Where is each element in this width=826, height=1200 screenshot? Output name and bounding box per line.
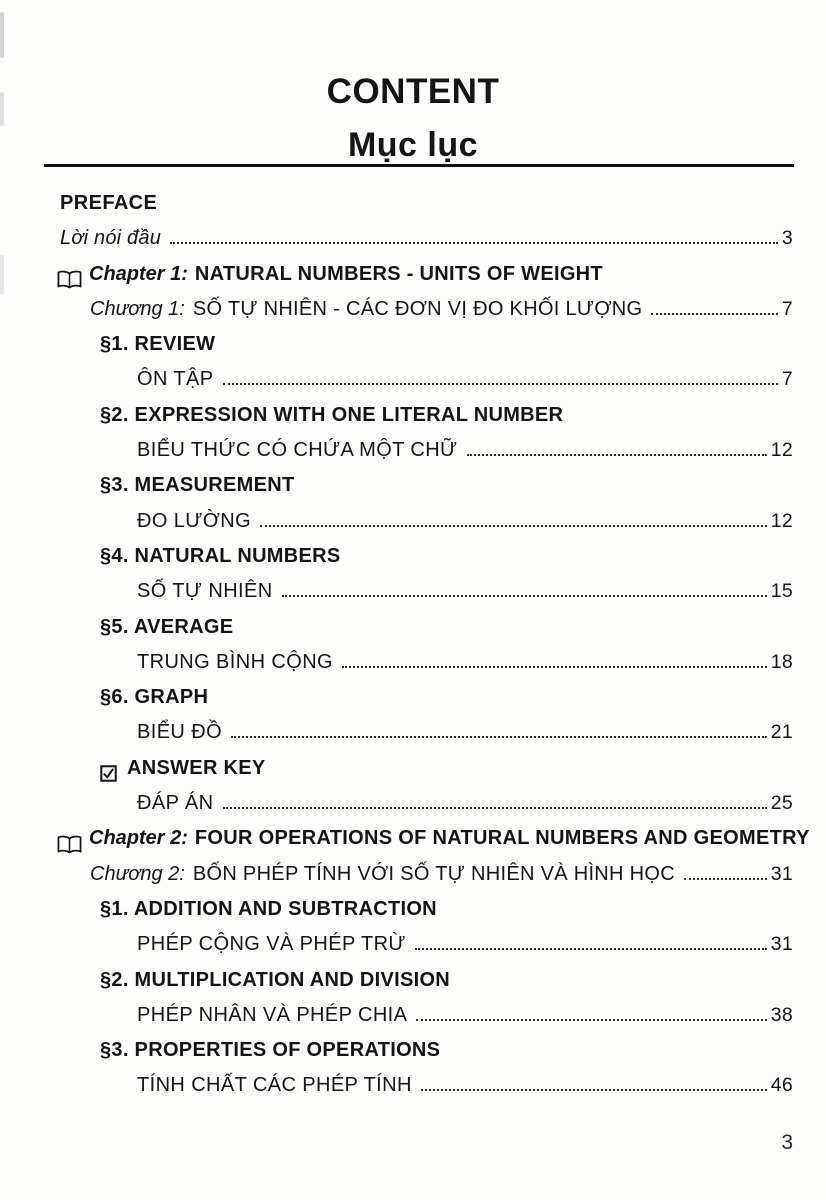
page-title-english: CONTENT [326,72,500,111]
chapter-label: Chapter 1: [89,262,188,285]
checked-checkbox-icon [100,765,117,782]
entry-label: ĐO LƯỜNG [137,509,252,532]
toc-chapter-2-heading [0,822,826,857]
toc-page-ref: 18 [770,650,793,673]
toc-entry [0,1069,826,1104]
section-label: §2. EXPRESSION WITH ONE LITERAL NUMBER [100,403,564,426]
toc-page-ref: 25 [770,792,793,815]
toc-section-heading [0,469,826,504]
toc-entry [0,928,826,963]
open-book-icon [57,270,82,289]
section-label: §4. NATURAL NUMBERS [100,544,341,567]
dot-leader [651,313,777,315]
entry-label: SỐ TỰ NHIÊN [137,580,273,603]
entry-label: ÔN TẬP [137,368,214,391]
dot-leader [231,736,767,738]
chapter-label: Chapter 2: [89,827,188,850]
chapter-title-vi: SỐ TỰ NHIÊN - CÁC ĐƠN VỊ ĐO KHỐI LƯỢNG [192,297,643,320]
section-label: §3. PROPERTIES OF OPERATIONS [100,1039,441,1062]
toc-entry [0,505,826,540]
toc-chapter-1-vi [0,293,826,328]
dot-leader [467,454,767,456]
page-number: 3 [781,1131,793,1154]
toc-page-ref: 12 [770,439,793,462]
section-label: §6. GRAPH [100,686,209,709]
toc-answer-key-heading [0,752,826,787]
entry-label: BIỂU ĐỒ [137,721,223,744]
entry-label: ĐÁP ÁN [137,792,214,815]
toc-section-heading [0,1034,826,1069]
toc-section-heading [0,964,826,999]
entry-label: TRUNG BÌNH CỘNG [137,650,333,673]
dot-leader [421,1089,767,1091]
answer-key-label: ANSWER KEY [127,756,266,779]
toc-page-ref: 3 [781,227,793,250]
title-divider [44,164,794,167]
chapter-label-vi: Chương 1: [90,297,185,320]
entry-label: PHÉP NHÂN VÀ PHÉP CHIA [137,1003,408,1026]
toc-page-ref: 31 [770,862,793,885]
toc-entry [0,716,826,751]
entry-label: Lời nói đầu [60,227,162,250]
dot-leader [223,383,778,385]
toc-entry [0,434,826,469]
toc-entry [0,575,826,610]
toc-page-ref: 7 [781,297,793,320]
dot-leader [170,242,778,244]
section-label: §1. ADDITION AND SUBTRACTION [100,897,437,920]
title-block [0,0,826,165]
dot-leader [282,595,767,597]
entry-label: PHÉP CỘNG VÀ PHÉP TRỪ [137,933,406,956]
section-label: §5. AVERAGE [100,615,234,638]
toc-entry [0,787,826,822]
toc-chapter-2-vi [0,858,826,893]
section-label: §1. REVIEW [100,333,216,356]
toc-chapter-1-heading [0,258,826,293]
toc-section-heading [0,611,826,646]
section-label: §3. MEASUREMENT [100,474,295,497]
dot-leader [415,948,767,950]
toc-section-heading [0,681,826,716]
open-book-icon [57,835,82,854]
toc-page-ref: 31 [770,933,793,956]
dot-leader [684,878,767,880]
heading-label: PREFACE [60,192,158,214]
toc-list [0,187,826,1105]
toc-entry [0,999,826,1034]
toc-page-ref: 12 [770,509,793,532]
chapter-title: FOUR OPERATIONS OF NATURAL NUMBERS AND GEOMETRY [194,827,810,850]
dot-leader [223,807,767,809]
toc-section-heading [0,399,826,434]
toc-entry [0,363,826,398]
toc-entry [0,646,826,681]
page-title-vietnamese: Mục lục [347,126,479,164]
toc-page-ref: 21 [770,721,793,744]
dot-leader [342,666,767,668]
toc-page-ref: 38 [770,1003,793,1026]
toc-heading-preface [0,187,826,222]
entry-label: TÍNH CHẤT CÁC PHÉP TÍNH [137,1074,412,1097]
entry-label: BIỂU THỨC CÓ CHỨA MỘT CHỮ [137,439,458,462]
toc-section-heading [0,328,826,363]
toc-page-ref: 15 [770,580,793,603]
chapter-title: NATURAL NUMBERS - UNITS OF WEIGHT [194,262,603,285]
section-label: §2. MULTIPLICATION AND DIVISION [100,968,451,991]
chapter-title-vi: BỐN PHÉP TÍNH VỚI SỐ TỰ NHIÊN VÀ HÌNH HỌC [192,862,675,885]
toc-section-heading [0,540,826,575]
toc-page-ref: 7 [781,368,793,391]
dot-leader [260,525,767,527]
toc-page-ref: 46 [770,1074,793,1097]
toc-entry-preface-vi [0,222,826,257]
chapter-label-vi: Chương 2: [90,862,185,885]
dot-leader [416,1019,766,1021]
toc-section-heading [0,893,826,928]
